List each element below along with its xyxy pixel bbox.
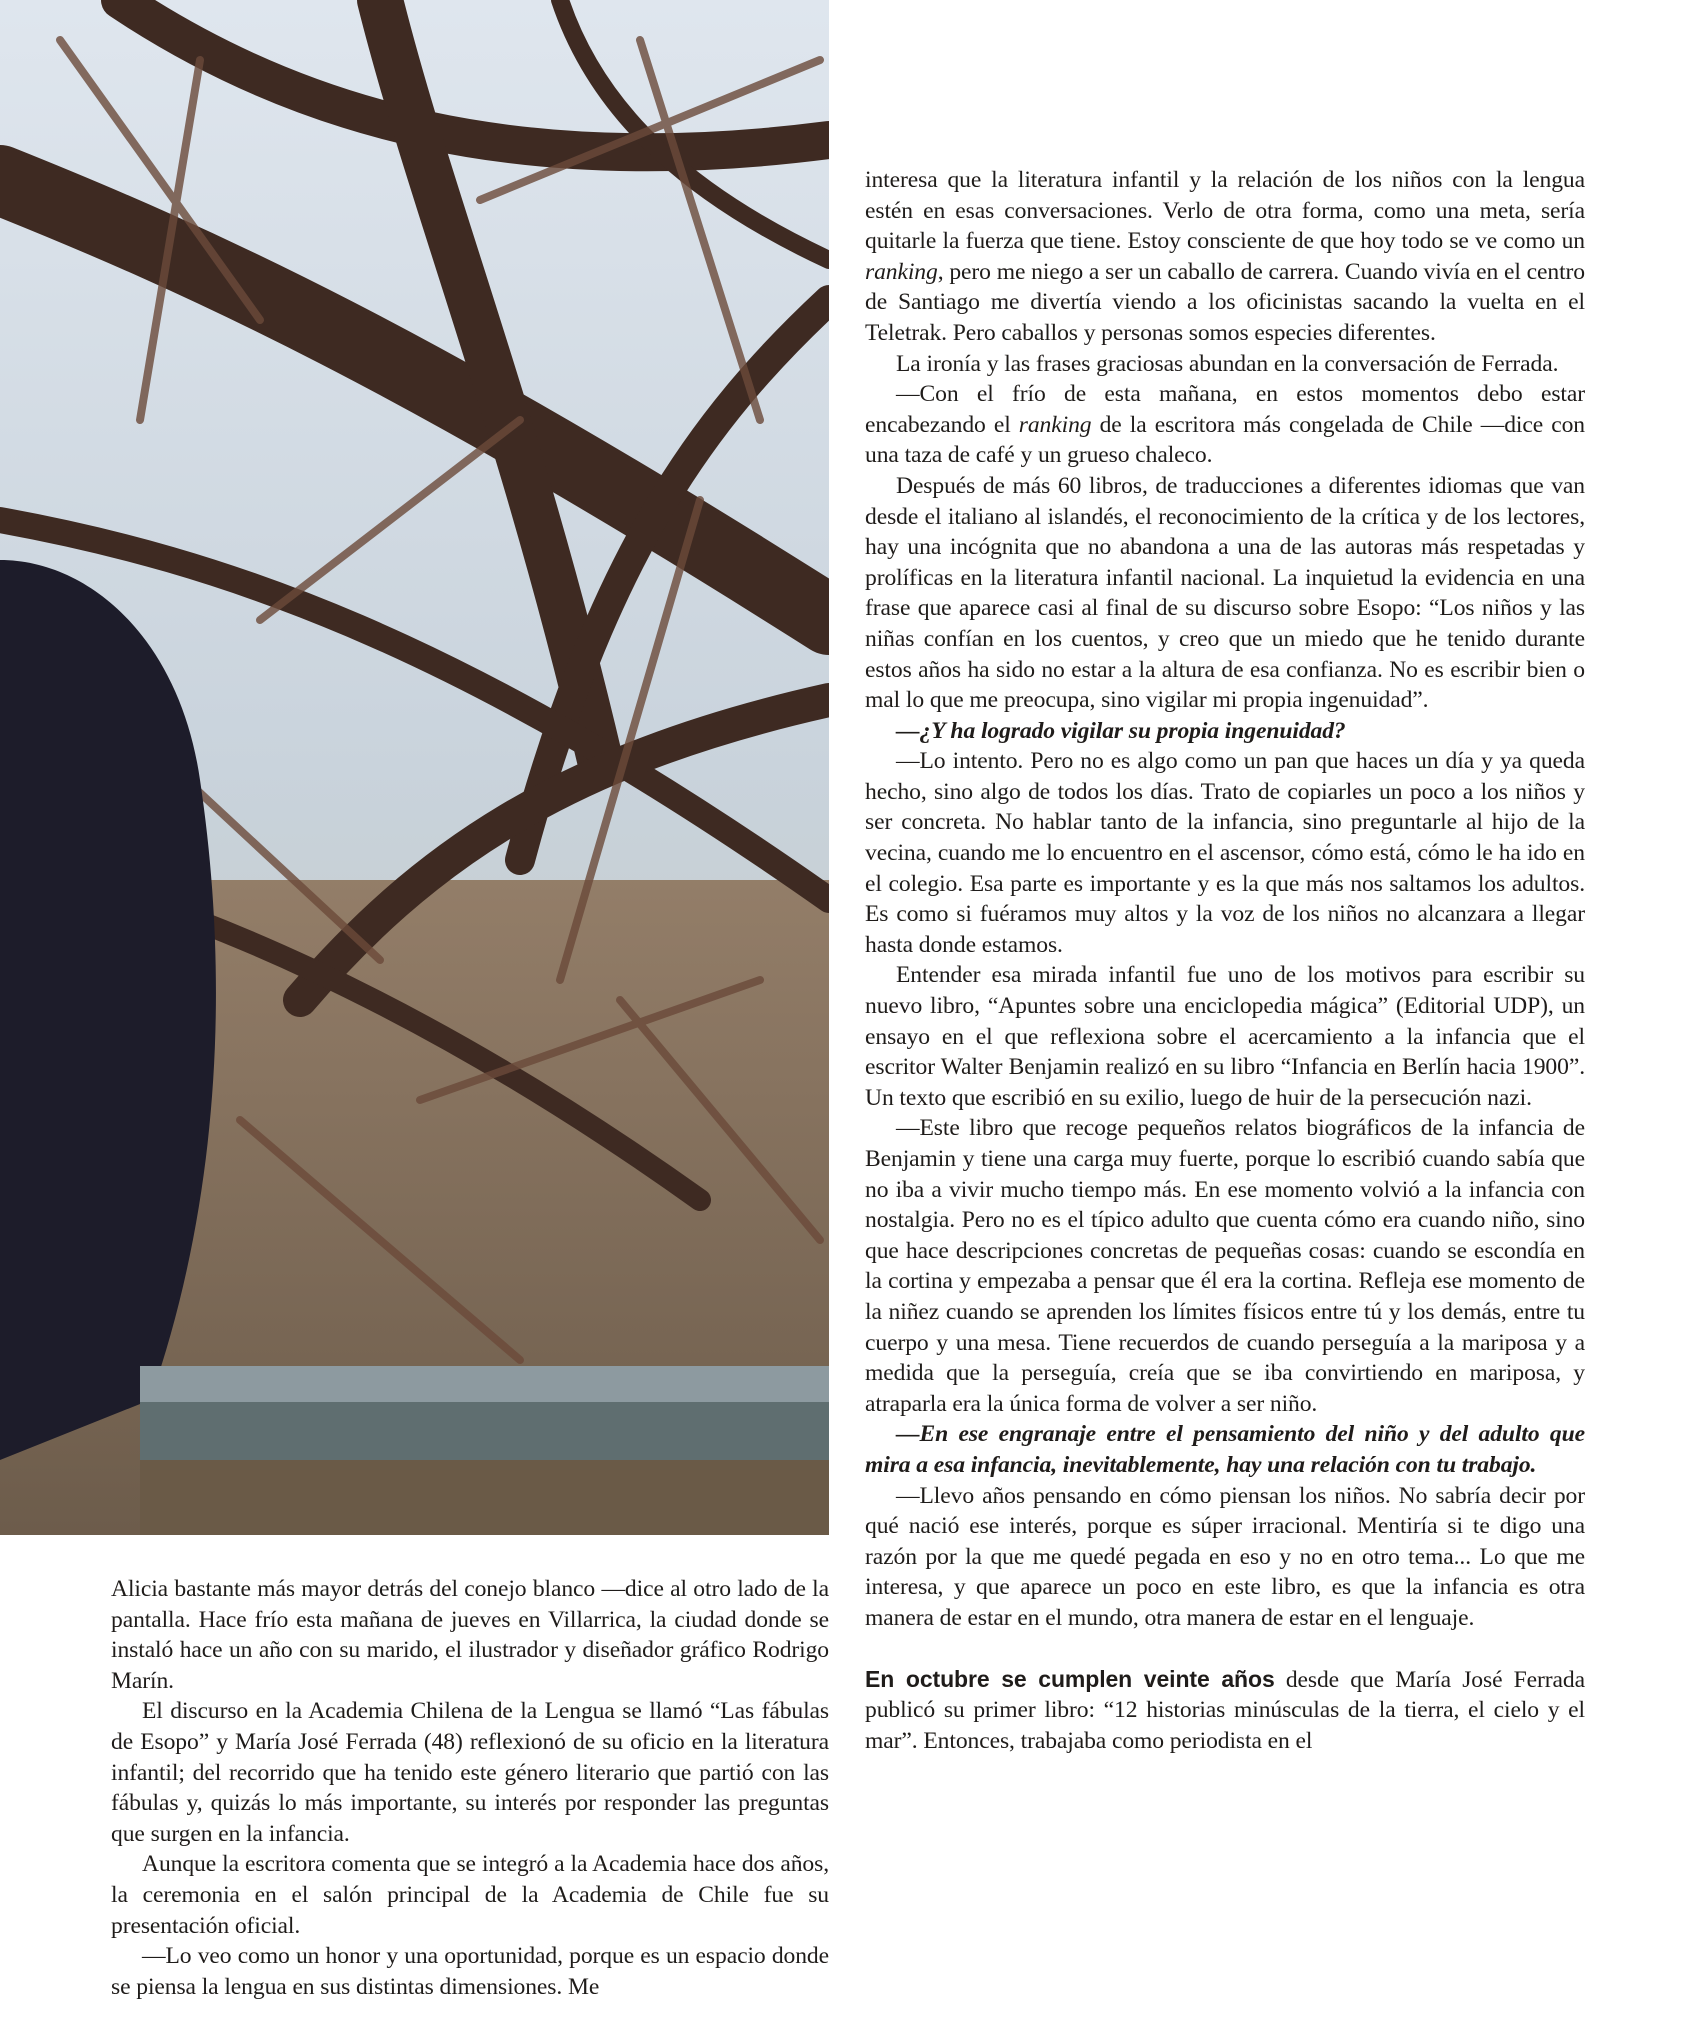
paragraph: —Lo veo como un honor y una oportunidad, porque es un espacio donde se piensa la lengua en sus distintas dimensiones. Me: [111, 1943, 829, 2000]
interview-question: —En ese engranaje entre el pensamiento del niño y del adulto que mira a esa infancia, inevitablemente, hay una relación con tu trabajo.: [865, 1421, 1585, 1478]
paragraph: —Este libro que recoge pequeños relatos biográficos de la infancia de Benjamin y tiene una carga muy fuerte, porque lo escribió cuando sabía que no iba a vivir mucho tiempo más. En ese momento volvió a la infancia con nostalgia. Pero no es el típico adulto que cuenta cómo era cuando niño, sino que hace descripciones concretas de pequeñas cosas: cuando se escondía en la cortina y empezaba a pensar que él era la cortina. Refleja ese momento de la niñez cuando se aprenden los límites físicos entre tú y los demás, entre tu cuerpo y una mesa. Tiene recuerdos de cuando perseguía a la mariposa y a medida que la perseguía, creía que se iba convirtiendo en mariposa, y atraparla era la única forma de volver a ser niño.: [865, 1115, 1585, 1417]
paragraph: El discurso en la Academia Chilena de la Lengua se llamó “Las fábulas de Esopo” y María José Ferrada (48) reflexionó de su oficio en la literatura infantil; del recorrido que ha tenido este género literario que partió con las fábulas y, quizás lo más importante, su interés por responder las preguntas que surgen en la infancia.: [111, 1698, 829, 1847]
text-run: —Con el frío de esta mañana, en estos momentos debo estar encabezando el: [865, 381, 1585, 438]
paragraph: [865, 379, 1585, 471]
text-run: interesa que la literatura infantil y la relación de los niños con la lengua estén en esas conversaciones. Verlo de otra forma, como una meta, sería quitarle la fuerza que tiene. Estoy consciente de que hoy todo se ve como un: [865, 167, 1585, 255]
section-lead: En octubre se cumplen veinte años: [865, 1665, 1275, 1692]
paragraph: Aunque la escritora comenta que se integró a la Academia hace dos años, la ceremonia en el salón principal de la Academia de Chile fue su presentación oficial.: [111, 1851, 829, 1939]
italic-word: ranking: [1018, 411, 1092, 438]
right-text-column: [865, 165, 1585, 1756]
text-run: de la escritora más congelada de Chile —dice con una taza de café y un grueso chaleco.: [865, 411, 1585, 469]
interview-question: —¿Y ha logrado vigilar su propia ingenuidad?: [896, 717, 1346, 744]
paragraph: Después de más 60 libros, de traducciones a diferentes idiomas que van desde el italiano al islandés, el reconocimiento de la crítica y de los lectores, hay una incógnita que no abandona a una de las autoras más respetadas y prolíficas en la literatura infantil nacional. La inquietud la evidencia en una frase que aparece casi al final de su discurso sobre Esopo: “Los niños y las niñas confían en los cuentos, y creo que un miedo que he tenido durante estos años ha sido no estar a la altura de esa confianza. No es escribir bien o mal lo que me preocupa, sino vigilar mi propia ingenuidad”.: [865, 472, 1585, 714]
text-run: desde que María José Ferrada publicó su primer libro: “12 historias minúsculas de la tierra, el cielo y el mar”. Entonces, trabajaba como periodista en el: [865, 1666, 1585, 1754]
paragraph: —Lo intento. Pero no es algo como un pan que haces un día y ya queda hecho, sino algo de todos los días. Trato de copiarles un poco a los niños y ser concreta. No hablar tanto de la infancia, sino preguntarle al hijo de la vecina, cuando me lo encuentro en el ascensor, cómo está, cómo le ha ido en el colegio. Esa parte es importante y es la que más nos saltamos los adultos. Es como si fuéramos muy altos y la voz de los niños no alcanzara a llegar hasta donde estamos.: [865, 748, 1585, 958]
article-photo: [0, 0, 829, 1535]
paragraph: La ironía y las frases graciosas abundan en la conversación de Ferrada.: [896, 350, 1559, 377]
paragraph: Entender esa mirada infantil fue uno de los motivos para escribir su nuevo libro, “Apuntes sobre una enciclopedia mágica” (Editorial UDP), un ensayo en el que reflexiona sobre el acercamiento a la infancia que el escritor Walter Benjamin realizó en su libro “Infancia en Berlín hacia 1900”. Un texto que escribió en su exilio, luego de huir de la persecución nazi.: [865, 962, 1585, 1111]
text-run: , pero me niego a ser un caballo de carrera. Cuando vivía en el centro de Santiago me divertía viendo a los oficinistas sacando la vuelta en el Teletrak. Pero caballos y personas somos especies diferentes.: [865, 258, 1585, 346]
section-lead-paragraph: [865, 1664, 1585, 1757]
paragraph: —Llevo años pensando en cómo piensan los niños. No sabría decir por qué nació ese interés, porque es súper irracional. Mentiría si te digo una razón por la que me quedé pegada en eso y no en otro tema... Lo que me interesa, y que aparece un poco en este libro, es que la infancia es otra manera de estar en el mundo, otra manera de estar en el lenguaje.: [865, 1482, 1585, 1631]
paragraph: [865, 165, 1585, 349]
paragraph: Alicia bastante más mayor detrás del conejo blanco —dice al otro lado de la pantalla. Hace frío esta mañana de jueves en Villarrica, la ciudad donde se instaló hace un año con su marido, el ilustrador y diseñador gráfico Rodrigo Marín.: [111, 1576, 829, 1694]
italic-word: ranking: [865, 258, 938, 285]
left-text-column: [111, 1574, 829, 2002]
photo-trees-icon: [0, 0, 829, 1535]
